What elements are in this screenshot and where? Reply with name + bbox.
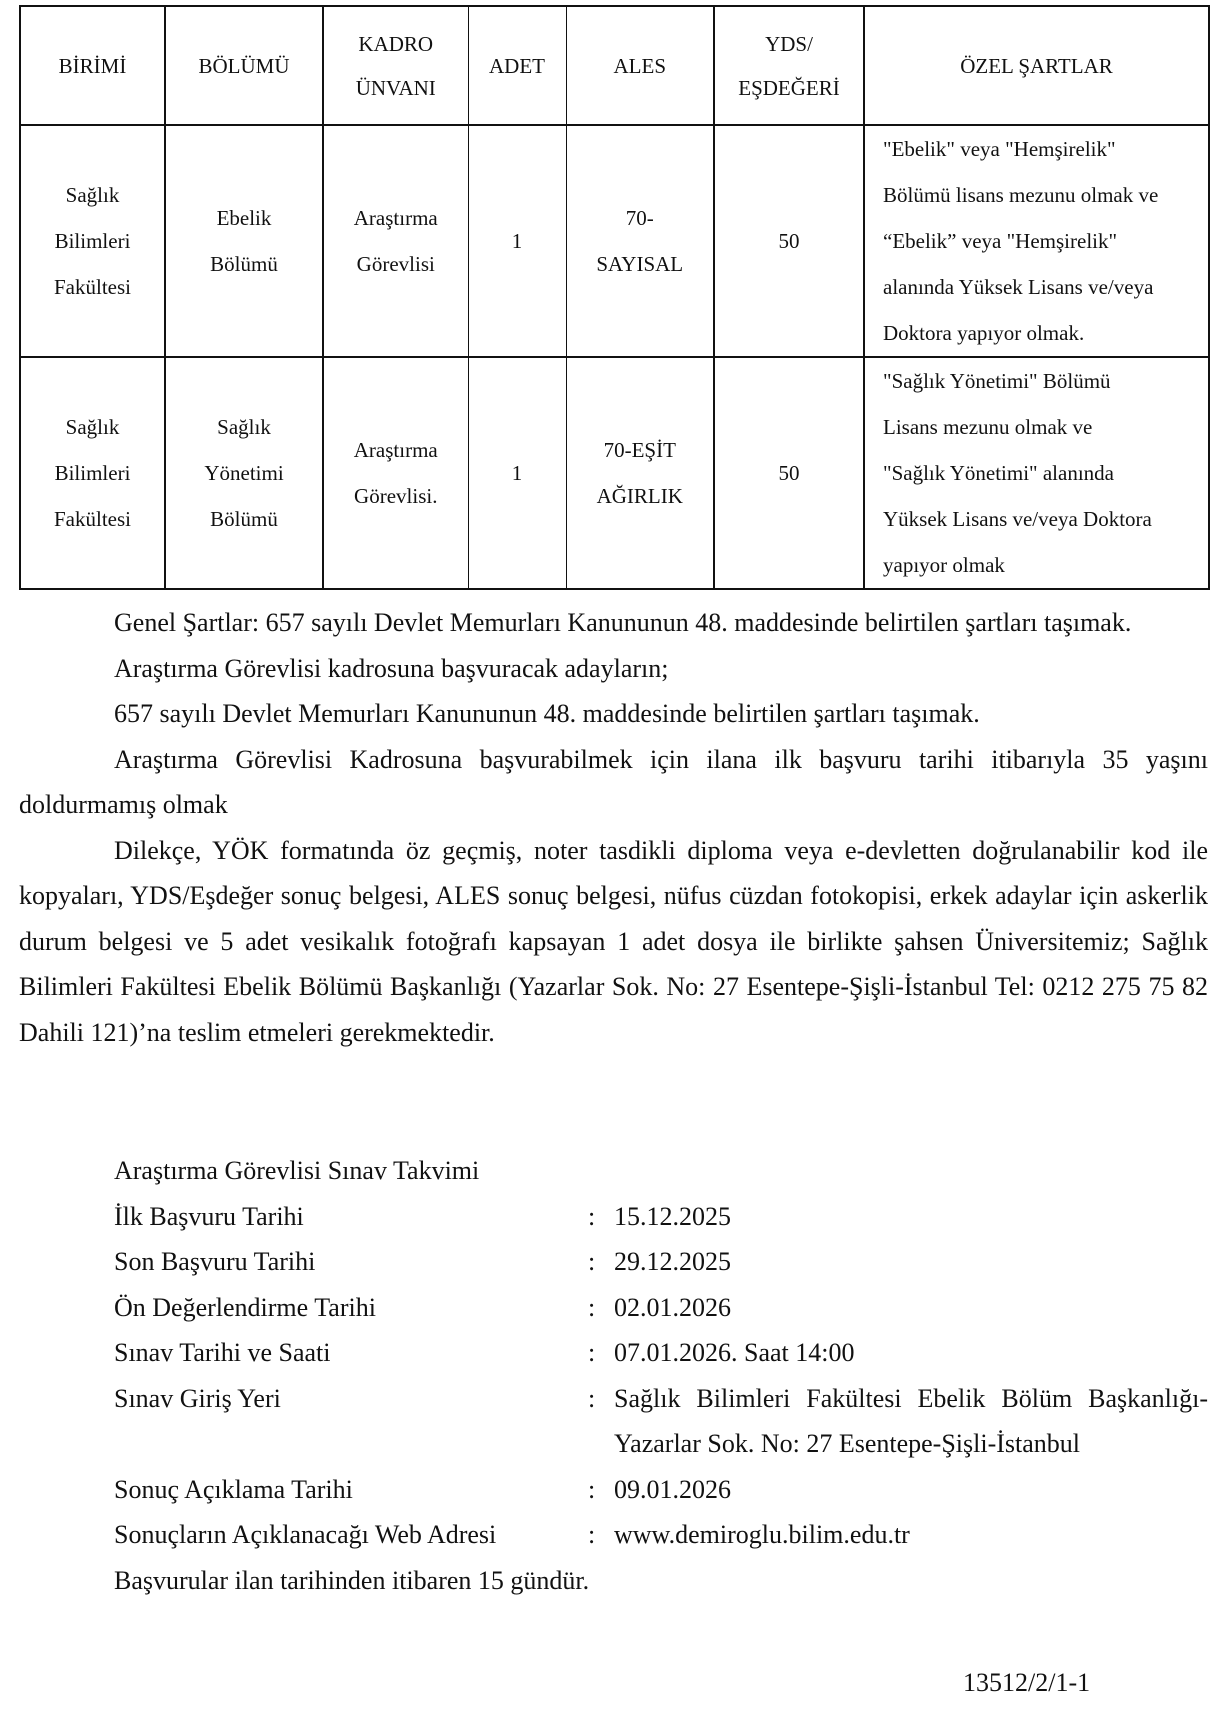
cell-birimi bbox=[20, 125, 165, 357]
cell-adet: 1 bbox=[468, 125, 566, 357]
header-ales: ALES bbox=[566, 6, 714, 125]
cell-line: 70-EŞİT bbox=[603, 438, 676, 462]
cell-ales bbox=[566, 357, 714, 589]
cell-ales bbox=[566, 125, 714, 357]
cell-adet: 1 bbox=[468, 357, 566, 589]
schedule-row bbox=[114, 1376, 1208, 1467]
cell-line: Bilimleri bbox=[54, 229, 131, 253]
schedule-label: Sonuç Açıklama Tarihi bbox=[114, 1474, 353, 1504]
schedule-row bbox=[114, 1512, 1208, 1558]
header-yds-line2: EŞDEĞERİ bbox=[738, 75, 840, 100]
cell-line: “Ebelik” veya "Hemşirelik" bbox=[883, 229, 1118, 253]
cell-birimi bbox=[20, 357, 165, 589]
schedule-row bbox=[114, 1194, 1208, 1240]
schedule-colon: : bbox=[588, 1201, 596, 1231]
table-row bbox=[20, 357, 1209, 589]
header-birimi: BİRİMİ bbox=[20, 6, 165, 125]
schedule-label: Sınav Giriş Yeri bbox=[114, 1383, 281, 1413]
positions-table bbox=[19, 5, 1210, 590]
cell-line: yapıyor olmak bbox=[883, 553, 1005, 577]
adaylarin-paragraph: Araştırma Görevlisi kadrosuna başvuracak adayların; bbox=[114, 653, 669, 683]
cell-line: "Sağlık Yönetimi" Bölümü bbox=[883, 369, 1111, 393]
cell-line: Araştırma bbox=[353, 438, 438, 462]
genel-sartlar-paragraph: Genel Şartlar: 657 sayılı Devlet Memurları Kanununun 48. maddesinde belirtilen şartları taşımak. bbox=[114, 608, 1132, 637]
header-yds bbox=[714, 6, 864, 125]
cell-line: "Sağlık Yönetimi" alanında bbox=[883, 461, 1114, 485]
belgeler-paragraph: Dilekçe, YÖK formatında öz geçmiş, noter tasdikli diploma veya e-devletten doğrulanabilir kod ile kopyaları, YDS/Eşdeğer sonuç belgesi, ALES sonuç belgesi, nüfus cüzdan fotokopisi, erkek adaylar için askerlik durum belgesi ve 5 adet vesikalık fotoğrafı kapsayan 1 adet dosya ile birlikte şahsen Üniversitemiz; Sağlık Bilimleri Fakültesi Ebelik Bölümü Başkanlığı (Yazarlar Sok. No: 27 Esentepe-Şişli-İstanbul Tel: 0212 275 75 82 Dahili 121)’na teslim etmeleri gerekmektedir. bbox=[19, 835, 1208, 1047]
table-header-row bbox=[20, 6, 1209, 125]
schedule-colon: : bbox=[588, 1383, 596, 1413]
schedule-value: 29.12.2025 bbox=[614, 1247, 731, 1276]
schedule-label: İlk Başvuru Tarihi bbox=[114, 1201, 304, 1231]
cell-line: 70- bbox=[625, 206, 654, 230]
cell-ozel-sartlar bbox=[864, 125, 1209, 357]
cell-line: Ebelik bbox=[216, 206, 272, 230]
cell-yds: 50 bbox=[714, 357, 864, 589]
header-kadro-unvani bbox=[323, 6, 468, 125]
cell-ozel-sartlar bbox=[864, 357, 1209, 589]
schedule-row bbox=[114, 1285, 1208, 1331]
cell-line: Araştırma bbox=[353, 206, 438, 230]
header-bolumu: BÖLÜMÜ bbox=[165, 6, 323, 125]
schedule-colon: : bbox=[588, 1247, 596, 1276]
announcement-code: 13512/2/1-1 bbox=[963, 1668, 1091, 1697]
schedule-value: Sağlık Bilimleri Fakültesi Ebelik Bölüm Başkanlığı-Yazarlar Sok. No: 27 Esentepe-Şişli-İstanbul bbox=[614, 1383, 1208, 1458]
header-kadro-line1: KADRO bbox=[358, 31, 434, 56]
body-text bbox=[19, 600, 1208, 1055]
cell-line: Yönetimi bbox=[204, 461, 284, 485]
cell-line: AĞIRLIK bbox=[596, 484, 683, 508]
schedule-colon: : bbox=[588, 1520, 596, 1549]
cell-yds: 50 bbox=[714, 125, 864, 357]
header-yds-line1: YDS/ bbox=[765, 31, 813, 56]
schedule-title: Araştırma Görevlisi Sınav Takvimi bbox=[114, 1156, 480, 1185]
schedule-label: Sınav Tarihi ve Saati bbox=[114, 1338, 331, 1367]
cell-line: Görevlisi bbox=[356, 252, 435, 276]
cell-line: Görevlisi. bbox=[354, 484, 438, 508]
cell-line: Sağlık bbox=[217, 415, 271, 439]
cell-line: Bölümü lisans mezunu olmak ve bbox=[883, 183, 1159, 207]
schedule-label: Ön Değerlendirme Tarihi bbox=[114, 1292, 376, 1322]
cell-line: Bölümü bbox=[210, 507, 278, 531]
cell-line: Doktora yapıyor olmak. bbox=[883, 321, 1085, 345]
cell-kadro bbox=[323, 357, 468, 589]
yas-sarti-paragraph: Araştırma Görevlisi Kadrosuna başvurabilmek için ilana ilk başvuru tarihi itibarıyla 35 yaşını doldurmamış olmak bbox=[19, 744, 1208, 819]
cell-line: Sağlık bbox=[65, 183, 120, 207]
application-period-note: Başvurular ilan tarihinden itibaren 15 gündür. bbox=[114, 1565, 590, 1595]
cell-line: Lisans mezunu olmak ve bbox=[883, 415, 1093, 439]
schedule-value: 15.12.2025 bbox=[614, 1201, 731, 1231]
cell-line: Fakültesi bbox=[54, 275, 131, 299]
schedule-value: www.demiroglu.bilim.edu.tr bbox=[614, 1520, 910, 1549]
schedule-colon: : bbox=[588, 1474, 596, 1504]
table-row bbox=[20, 125, 1209, 357]
header-ozel-sartlar: ÖZEL ŞARTLAR bbox=[864, 6, 1209, 125]
schedule-row bbox=[114, 1467, 1208, 1513]
schedule-colon: : bbox=[588, 1292, 596, 1322]
schedule-row bbox=[114, 1330, 1208, 1376]
schedule-label: Son Başvuru Tarihi bbox=[114, 1247, 316, 1276]
header-kadro-line2: ÜNVANI bbox=[355, 75, 436, 100]
schedule-value: 02.01.2026 bbox=[614, 1292, 731, 1322]
cell-line: Yüksek Lisans ve/veya Doktora bbox=[883, 507, 1152, 531]
schedule-value: 09.01.2026 bbox=[614, 1474, 731, 1504]
cell-line: Sağlık bbox=[65, 415, 120, 439]
header-adet: ADET bbox=[468, 6, 566, 125]
cell-line: Bölümü bbox=[210, 252, 278, 276]
schedule-row bbox=[114, 1239, 1208, 1285]
cell-bolumu bbox=[165, 357, 323, 589]
cell-line: alanında Yüksek Lisans ve/veya bbox=[883, 275, 1154, 299]
schedule-colon: : bbox=[588, 1338, 596, 1367]
cell-line: Bilimleri bbox=[54, 461, 131, 485]
exam-schedule bbox=[114, 1148, 1208, 1603]
cell-kadro bbox=[323, 125, 468, 357]
cell-line: "Ebelik" veya "Hemşirelik" bbox=[883, 137, 1116, 161]
kanun-paragraph: 657 sayılı Devlet Memurları Kanununun 48. maddesinde belirtilen şartları taşımak. bbox=[114, 699, 980, 728]
cell-line: SAYISAL bbox=[596, 252, 684, 276]
cell-line: Fakültesi bbox=[54, 507, 131, 531]
schedule-value: 07.01.2026. Saat 14:00 bbox=[614, 1338, 855, 1367]
schedule-label: Sonuçların Açıklanacağı Web Adresi bbox=[114, 1520, 497, 1549]
cell-bolumu bbox=[165, 125, 323, 357]
